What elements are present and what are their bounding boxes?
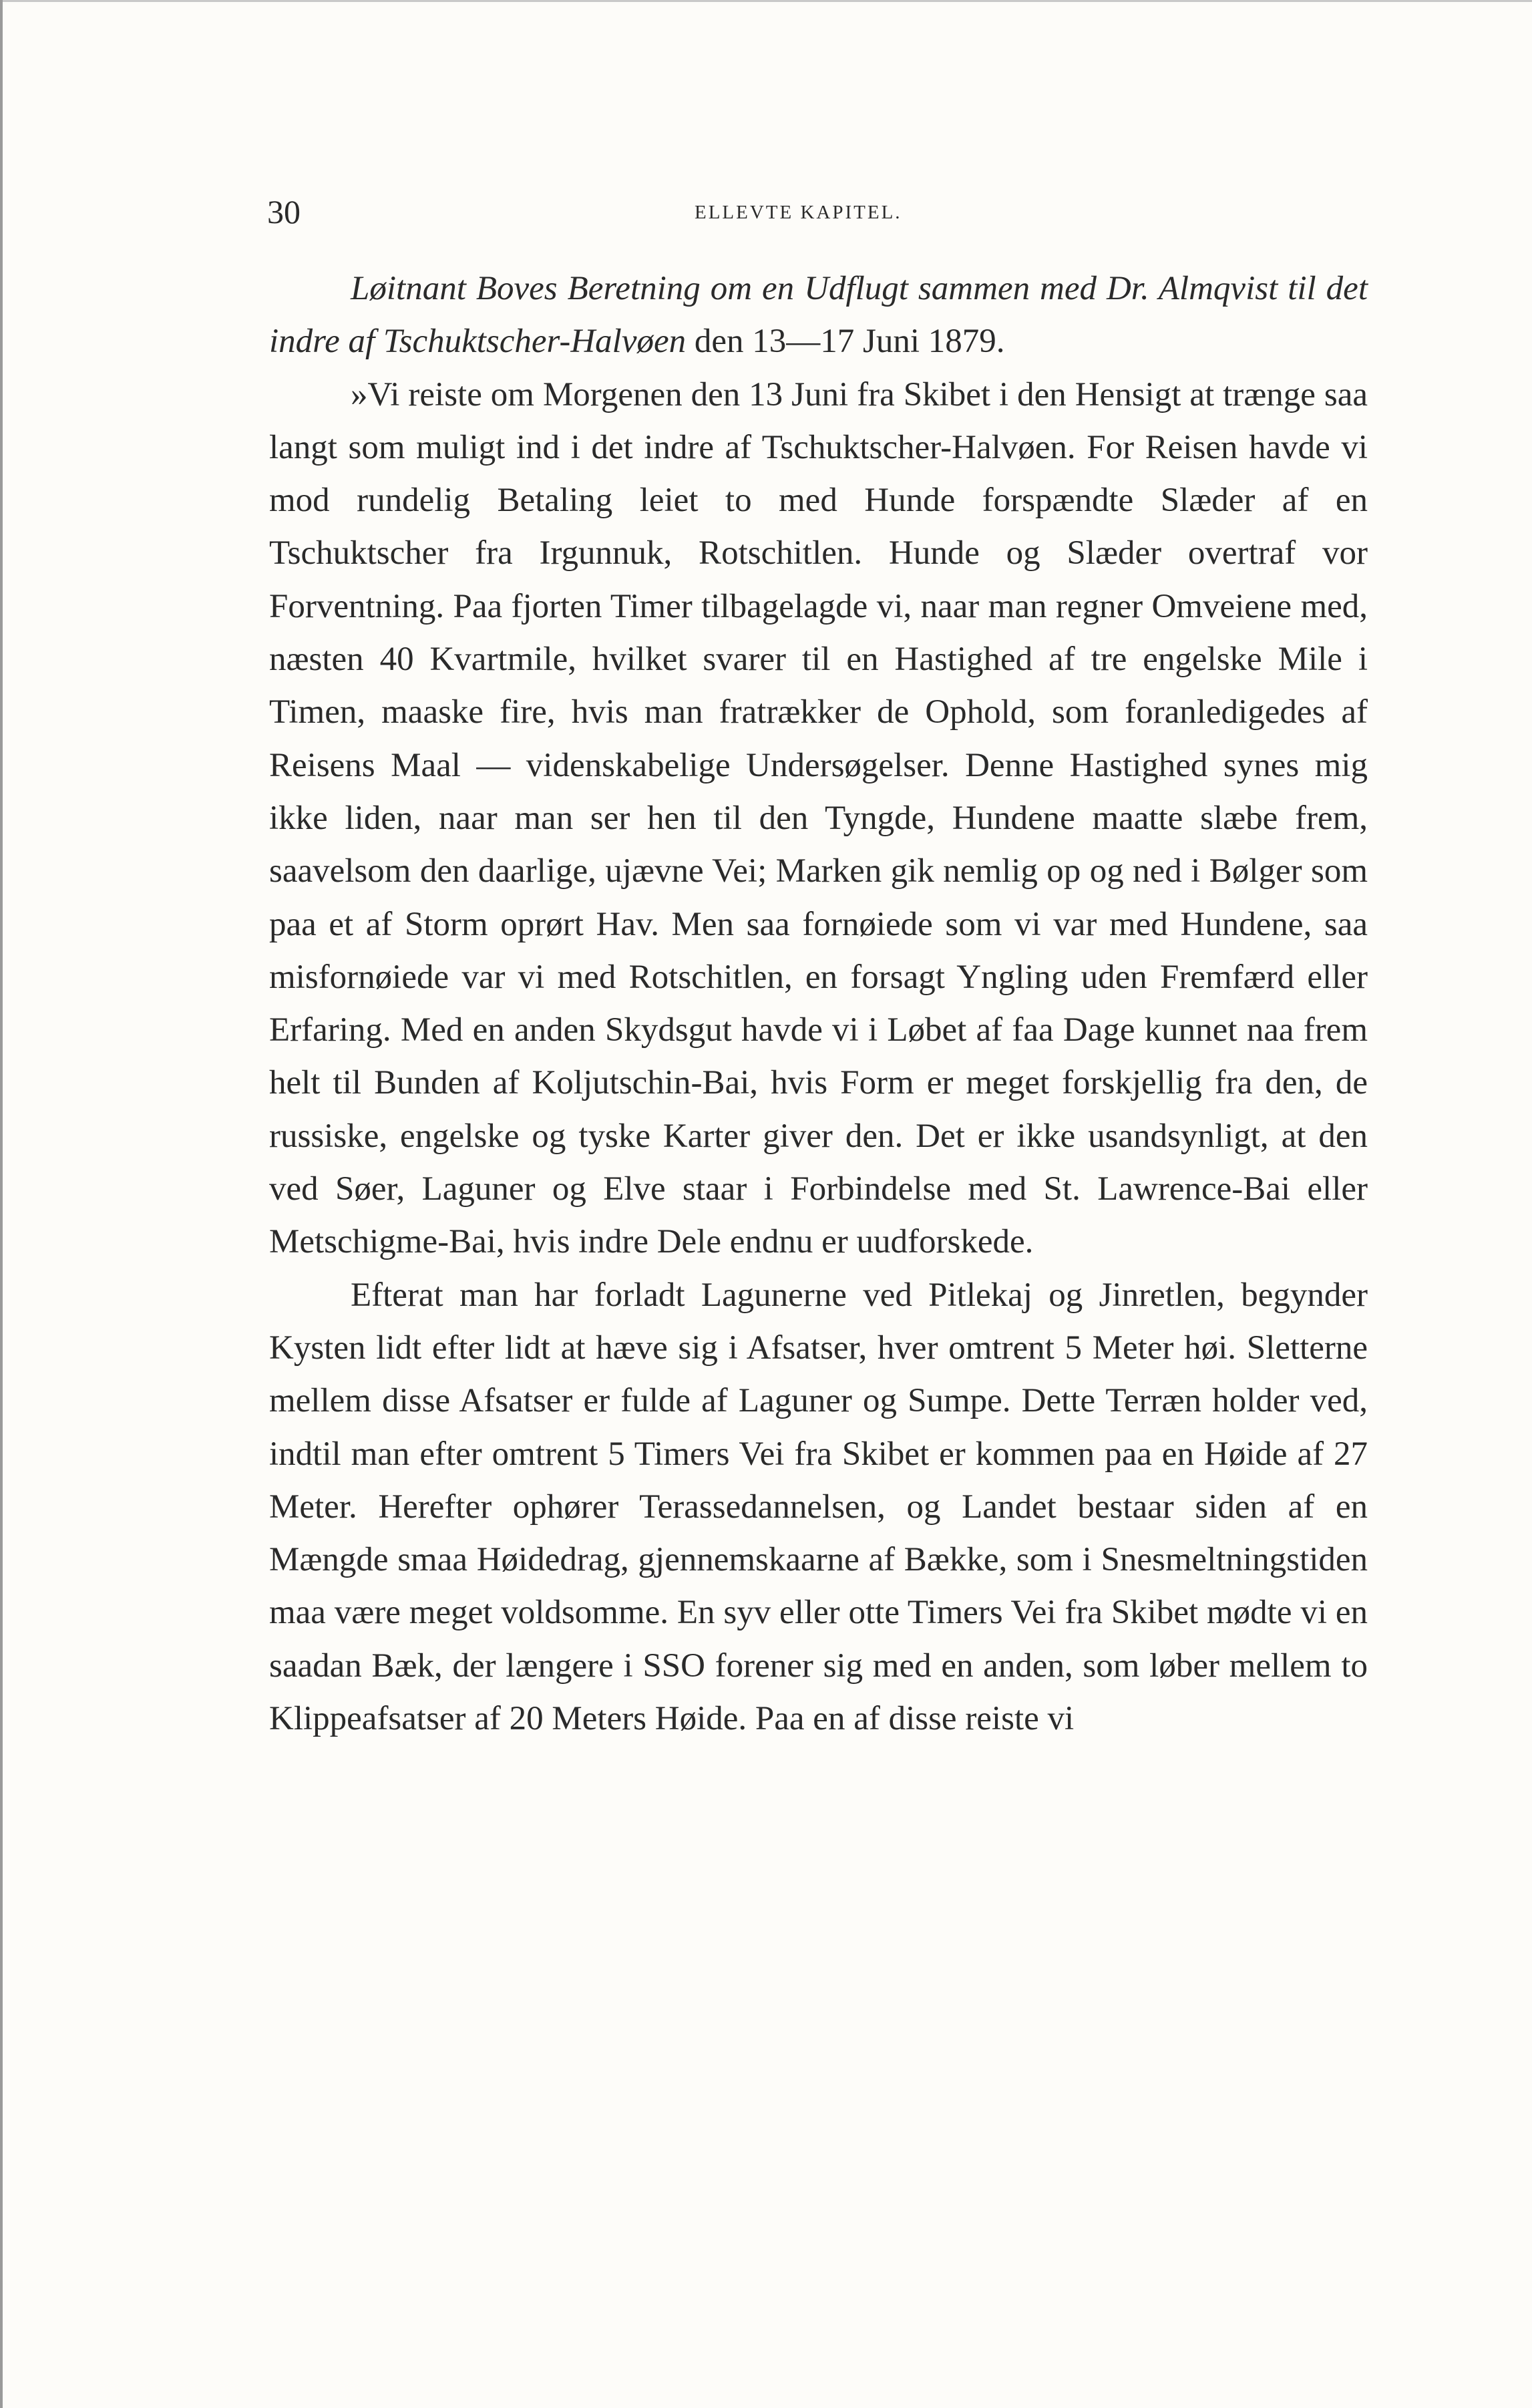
running-head [267, 188, 1369, 235]
chapter-title: ELLEVTE KAPITEL. [695, 202, 902, 223]
page-number: 30 [267, 193, 301, 230]
page-left-edge [0, 0, 3, 2408]
body-text [269, 263, 1368, 1745]
section-heading [269, 263, 1368, 369]
paragraph: Efterat man har forladt Lagunerne ved Pitlekaj og Jinretlen, begynder Kysten lidt efter lidt at hæve sig i Afsatser, hver omtrent 5 Meter høi. Sletterne mellem disse Afsatser er fulde af Laguner og Sumpe. Dette Terræn holder ved, indtil man efter omtrent 5 Timers Vei fra Skibet er kommen paa en Høide af 27 Meter. Herefter ophører Terassedannelsen, og Landet bestaar siden af en Mængde smaa Høidedrag, gjennemskaarne af Bække, som i Snesmeltningstiden maa være meget voldsomme. En syv eller otte Timers Vei fra Skibet mødte vi en saadan Bæk, der længere i SSO forener sig med en anden, som løber mellem to Klippeafsatser af 20 Meters Høide. Paa en af disse reiste vi [269, 1276, 1368, 1738]
heading-dates: den 13—17 Juni 1879. [686, 323, 1005, 361]
paragraph: »Vi reiste om Morgenen den 13 Juni fra Skibet i den Hensigt at trænge saa langt som muligt ind i det indre af Tschuktscher-Halvøen. For Reisen havde vi mod rundelig Betaling leiet to med Hunde forspændte Slæder af en Tschuktscher fra Irgunnuk, Rotschitlen. Hunde og Slæder overtraf vor Forventning. Paa fjorten Timer tilbagelagde vi, naar man regner Omveiene med, næsten 40 Kvartmile, hvilket svarer til en Hastighed af tre engelske Mile i Timen, maaske fire, hvis man fratrækker de Ophold, som foranledigedes af Reisens Maal — videnskabelige Undersøgelser. Denne Hastighed synes mig ikke liden, naar man ser hen til den Tyngde, Hundene maatte slæbe frem, saavelsom den daarlige, ujævne Vei; Marken gik nemlig op og ned i Bølger som paa et af Storm oprørt Hav. Men saa fornøiede som vi var med Hundene, saa misfornøiede var vi med Rotschitlen, en forsagt Yngling uden Fremfærd eller Erfaring. Med en anden Skydsgut havde vi i Løbet af faa Dage kunnet naa frem helt til Bunden af Koljutschin-Bai, hvis Form er meget forskjellig fra den, de russiske, engelske og tyske Karter giver den. Det er ikke usandsynligt, at den ved Søer, Laguner og Elve staar i Forbindelse med St. Lawrence-Bai eller Metschigme-Bai, hvis indre Dele endnu er uudforskede. [269, 375, 1368, 1261]
page-top-edge [0, 0, 1532, 2]
heading-title: Løitnant Boves Beretning om en Udflugt sammen med Dr. Almqvist til det indre af Tschuktscher-Halvøen [269, 270, 1368, 361]
